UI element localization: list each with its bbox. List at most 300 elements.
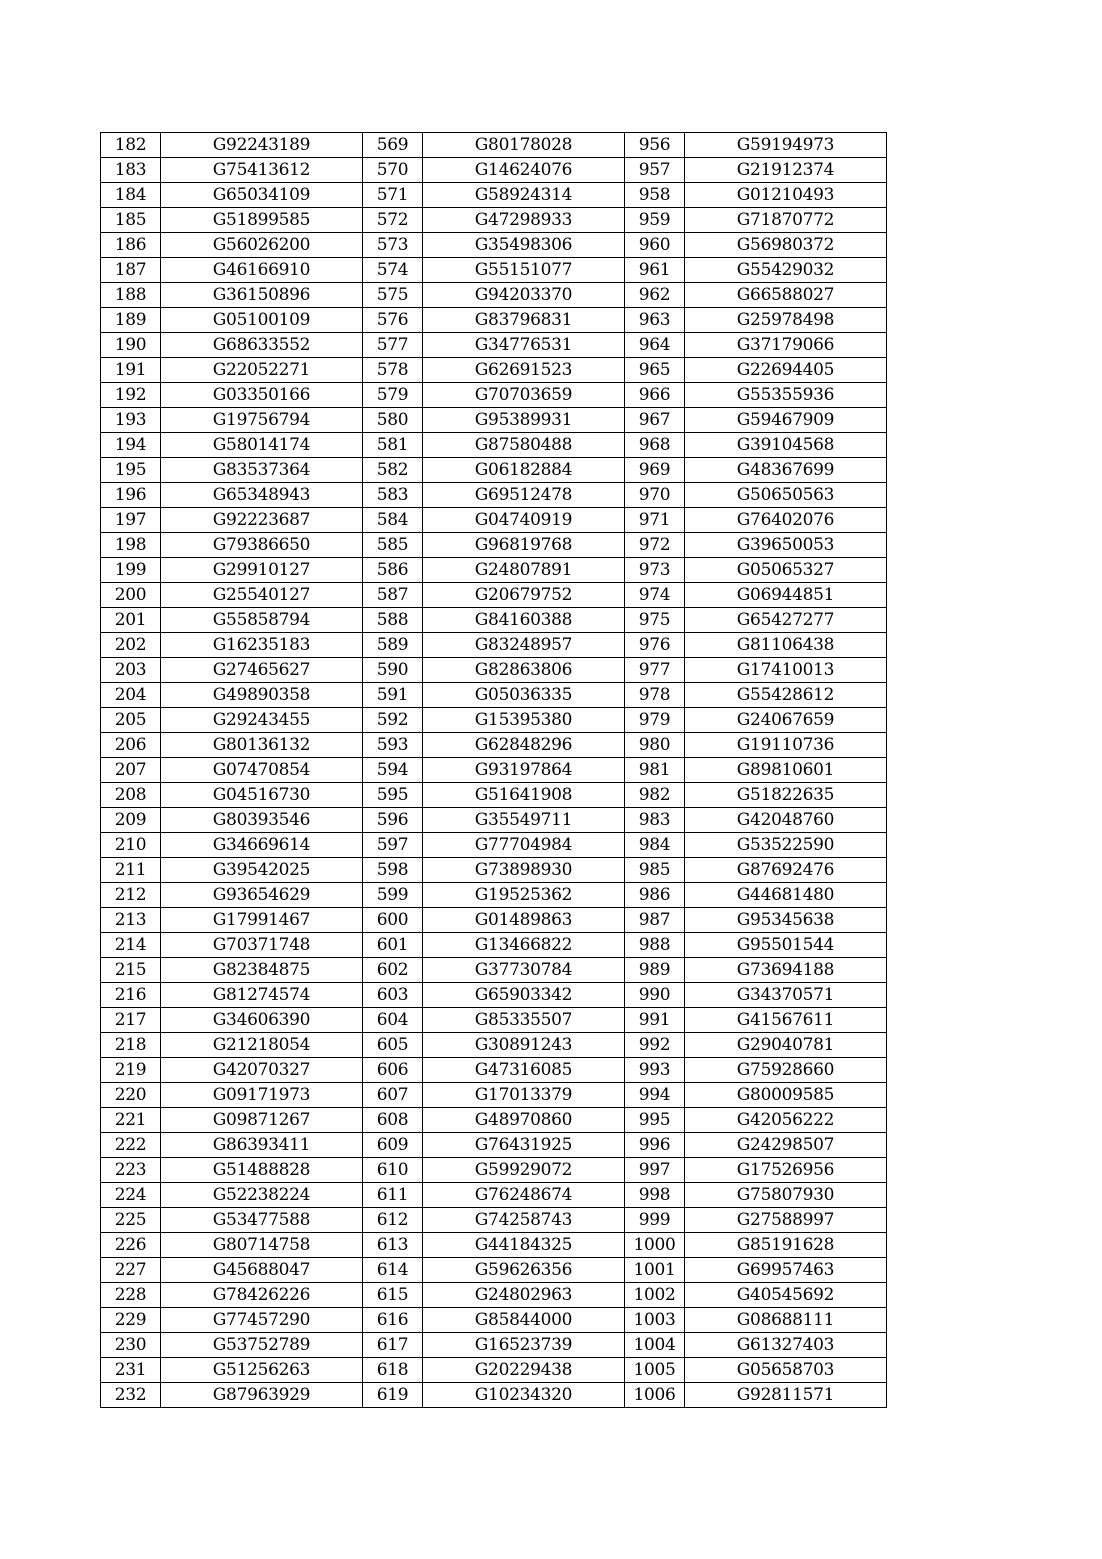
row-number-cell: 1003: [625, 1308, 685, 1333]
row-number-cell: 574: [363, 258, 423, 283]
row-number-cell: 977: [625, 658, 685, 683]
row-number-cell: 571: [363, 183, 423, 208]
code-cell: G79386650: [161, 533, 363, 558]
code-cell: G65034109: [161, 183, 363, 208]
code-cell: G17410013: [685, 658, 887, 683]
row-number-cell: 588: [363, 608, 423, 633]
code-cell: G80714758: [161, 1233, 363, 1258]
code-cell: G76402076: [685, 508, 887, 533]
table-row: [101, 483, 887, 508]
row-number-cell: 200: [101, 583, 161, 608]
row-number-cell: 585: [363, 533, 423, 558]
code-cell: G19756794: [161, 408, 363, 433]
code-cell: G51256263: [161, 1358, 363, 1383]
row-number-cell: 981: [625, 758, 685, 783]
code-cell: G81274574: [161, 983, 363, 1008]
row-number-cell: 974: [625, 583, 685, 608]
code-cell: G93197864: [423, 758, 625, 783]
code-cell: G35498306: [423, 233, 625, 258]
code-cell: G62848296: [423, 733, 625, 758]
row-number-cell: 595: [363, 783, 423, 808]
table-row: [101, 1133, 887, 1158]
code-cell: G73898930: [423, 858, 625, 883]
code-cell: G25540127: [161, 583, 363, 608]
code-cell: G41567611: [685, 1008, 887, 1033]
code-cell: G06182884: [423, 458, 625, 483]
code-cell: G59467909: [685, 408, 887, 433]
code-cell: G59194973: [685, 133, 887, 158]
row-number-cell: 608: [363, 1108, 423, 1133]
table-row: [101, 183, 887, 208]
code-cell: G10234320: [423, 1383, 625, 1408]
table-row: [101, 633, 887, 658]
row-number-cell: 229: [101, 1308, 161, 1333]
row-number-cell: 968: [625, 433, 685, 458]
row-number-cell: 586: [363, 558, 423, 583]
code-cell: G55355936: [685, 383, 887, 408]
code-cell: G94203370: [423, 283, 625, 308]
row-number-cell: 610: [363, 1158, 423, 1183]
code-cell: G56026200: [161, 233, 363, 258]
code-cell: G34776531: [423, 333, 625, 358]
code-cell: G35549711: [423, 808, 625, 833]
code-cell: G93654629: [161, 883, 363, 908]
row-number-cell: 217: [101, 1008, 161, 1033]
code-cell: G46166910: [161, 258, 363, 283]
code-cell: G92811571: [685, 1383, 887, 1408]
row-number-cell: 207: [101, 758, 161, 783]
code-cell: G50650563: [685, 483, 887, 508]
code-cell: G59929072: [423, 1158, 625, 1183]
code-cell: G58014174: [161, 433, 363, 458]
code-cell: G29910127: [161, 558, 363, 583]
code-cell: G05658703: [685, 1358, 887, 1383]
row-number-cell: 224: [101, 1183, 161, 1208]
row-number-cell: 215: [101, 958, 161, 983]
table-row: [101, 258, 887, 283]
table-body: [101, 133, 887, 1408]
code-cell: G47316085: [423, 1058, 625, 1083]
row-number-cell: 591: [363, 683, 423, 708]
code-cell: G80393546: [161, 808, 363, 833]
row-number-cell: 966: [625, 383, 685, 408]
row-number-cell: 1000: [625, 1233, 685, 1258]
row-number-cell: 578: [363, 358, 423, 383]
code-cell: G51899585: [161, 208, 363, 233]
code-cell: G65427277: [685, 608, 887, 633]
row-number-cell: 603: [363, 983, 423, 1008]
code-cell: G65903342: [423, 983, 625, 1008]
table-row: [101, 358, 887, 383]
code-cell: G01489863: [423, 908, 625, 933]
row-number-cell: 956: [625, 133, 685, 158]
row-number-cell: 189: [101, 308, 161, 333]
table-row: [101, 858, 887, 883]
row-number-cell: 1002: [625, 1283, 685, 1308]
table-row: [101, 908, 887, 933]
row-number-cell: 190: [101, 333, 161, 358]
code-cell: G04740919: [423, 508, 625, 533]
code-cell: G80178028: [423, 133, 625, 158]
row-number-cell: 216: [101, 983, 161, 1008]
code-cell: G30891243: [423, 1033, 625, 1058]
table-row: [101, 1108, 887, 1133]
table-row: [101, 233, 887, 258]
code-cell: G37730784: [423, 958, 625, 983]
table-row: [101, 1333, 887, 1358]
row-number-cell: 960: [625, 233, 685, 258]
row-number-cell: 592: [363, 708, 423, 733]
code-cell: G05100109: [161, 308, 363, 333]
row-number-cell: 609: [363, 1133, 423, 1158]
row-number-cell: 997: [625, 1158, 685, 1183]
row-number-cell: 970: [625, 483, 685, 508]
code-cell: G77457290: [161, 1308, 363, 1333]
code-cell: G53477588: [161, 1208, 363, 1233]
row-number-cell: 962: [625, 283, 685, 308]
code-cell: G42048760: [685, 808, 887, 833]
row-number-cell: 611: [363, 1183, 423, 1208]
code-cell: G45688047: [161, 1258, 363, 1283]
row-number-cell: 573: [363, 233, 423, 258]
row-number-cell: 986: [625, 883, 685, 908]
code-cell: G19525362: [423, 883, 625, 908]
row-number-cell: 576: [363, 308, 423, 333]
row-number-cell: 219: [101, 1058, 161, 1083]
code-cell: G25978498: [685, 308, 887, 333]
code-cell: G22052271: [161, 358, 363, 383]
row-number-cell: 570: [363, 158, 423, 183]
row-number-cell: 604: [363, 1008, 423, 1033]
row-number-cell: 958: [625, 183, 685, 208]
code-cell: G77704984: [423, 833, 625, 858]
row-number-cell: 211: [101, 858, 161, 883]
row-number-cell: 197: [101, 508, 161, 533]
row-number-cell: 587: [363, 583, 423, 608]
code-cell: G95501544: [685, 933, 887, 958]
row-number-cell: 961: [625, 258, 685, 283]
code-cell: G76248674: [423, 1183, 625, 1208]
row-number-cell: 988: [625, 933, 685, 958]
table-row: [101, 733, 887, 758]
row-number-cell: 198: [101, 533, 161, 558]
code-cell: G29243455: [161, 708, 363, 733]
row-number-cell: 964: [625, 333, 685, 358]
row-number-cell: 569: [363, 133, 423, 158]
table-row: [101, 958, 887, 983]
code-cell: G49890358: [161, 683, 363, 708]
row-number-cell: 1001: [625, 1258, 685, 1283]
row-number-cell: 185: [101, 208, 161, 233]
code-cell: G84160388: [423, 608, 625, 633]
row-number-cell: 201: [101, 608, 161, 633]
row-number-cell: 963: [625, 308, 685, 333]
row-number-cell: 226: [101, 1233, 161, 1258]
code-cell: G40545692: [685, 1283, 887, 1308]
row-number-cell: 607: [363, 1083, 423, 1108]
row-number-cell: 999: [625, 1208, 685, 1233]
row-number-cell: 206: [101, 733, 161, 758]
code-cell: G37179066: [685, 333, 887, 358]
table-row: [101, 1258, 887, 1283]
table-row: [101, 383, 887, 408]
table-row: [101, 133, 887, 158]
row-number-cell: 599: [363, 883, 423, 908]
code-cell: G20229438: [423, 1358, 625, 1383]
table-row: [101, 658, 887, 683]
code-cell: G87580488: [423, 433, 625, 458]
row-number-cell: 957: [625, 158, 685, 183]
table-row: [101, 1033, 887, 1058]
code-cell: G75413612: [161, 158, 363, 183]
table-row: [101, 983, 887, 1008]
table-row: [101, 208, 887, 233]
table-row: [101, 1058, 887, 1083]
row-number-cell: 196: [101, 483, 161, 508]
code-cell: G34370571: [685, 983, 887, 1008]
row-number-cell: 618: [363, 1358, 423, 1383]
row-number-cell: 187: [101, 258, 161, 283]
code-cell: G47298933: [423, 208, 625, 233]
code-cell: G76431925: [423, 1133, 625, 1158]
code-cell: G70371748: [161, 933, 363, 958]
table-row: [101, 758, 887, 783]
row-number-cell: 213: [101, 908, 161, 933]
code-cell: G44184325: [423, 1233, 625, 1258]
code-cell: G96819768: [423, 533, 625, 558]
table-row: [101, 333, 887, 358]
row-number-cell: 614: [363, 1258, 423, 1283]
row-number-cell: 582: [363, 458, 423, 483]
code-cell: G81106438: [685, 633, 887, 658]
code-cell: G16523739: [423, 1333, 625, 1358]
code-cell: G83248957: [423, 633, 625, 658]
row-number-cell: 602: [363, 958, 423, 983]
row-number-cell: 230: [101, 1333, 161, 1358]
row-number-cell: 984: [625, 833, 685, 858]
row-number-cell: 991: [625, 1008, 685, 1033]
code-cell: G03350166: [161, 383, 363, 408]
code-cell: G70703659: [423, 383, 625, 408]
row-number-cell: 606: [363, 1058, 423, 1083]
table-row: [101, 1083, 887, 1108]
row-number-cell: 572: [363, 208, 423, 233]
code-cell: G42056222: [685, 1108, 887, 1133]
table-row: [101, 833, 887, 858]
table-row: [101, 608, 887, 633]
code-cell: G20679752: [423, 583, 625, 608]
table-row: [101, 1008, 887, 1033]
table-row: [101, 433, 887, 458]
code-cell: G04516730: [161, 783, 363, 808]
row-number-cell: 231: [101, 1358, 161, 1383]
code-cell: G87963929: [161, 1383, 363, 1408]
code-cell: G39542025: [161, 858, 363, 883]
code-cell: G71870772: [685, 208, 887, 233]
row-number-cell: 186: [101, 233, 161, 258]
row-number-cell: 210: [101, 833, 161, 858]
code-cell: G68633552: [161, 333, 363, 358]
code-cell: G65348943: [161, 483, 363, 508]
code-cell: G82863806: [423, 658, 625, 683]
row-number-cell: 980: [625, 733, 685, 758]
row-number-cell: 987: [625, 908, 685, 933]
row-number-cell: 598: [363, 858, 423, 883]
code-cell: G17526956: [685, 1158, 887, 1183]
row-number-cell: 1005: [625, 1358, 685, 1383]
code-cell: G24298507: [685, 1133, 887, 1158]
row-number-cell: 590: [363, 658, 423, 683]
code-cell: G07470854: [161, 758, 363, 783]
table-row: [101, 408, 887, 433]
code-cell: G83537364: [161, 458, 363, 483]
code-cell: G80136132: [161, 733, 363, 758]
row-number-cell: 605: [363, 1033, 423, 1058]
row-number-cell: 985: [625, 858, 685, 883]
code-cell: G22694405: [685, 358, 887, 383]
row-number-cell: 976: [625, 633, 685, 658]
row-number-cell: 965: [625, 358, 685, 383]
table-row: [101, 1183, 887, 1208]
code-cell: G09871267: [161, 1108, 363, 1133]
row-number-cell: 597: [363, 833, 423, 858]
row-number-cell: 994: [625, 1083, 685, 1108]
row-number-cell: 183: [101, 158, 161, 183]
code-cell: G82384875: [161, 958, 363, 983]
row-number-cell: 579: [363, 383, 423, 408]
table-row: [101, 933, 887, 958]
code-cell: G73694188: [685, 958, 887, 983]
row-number-cell: 195: [101, 458, 161, 483]
table-row: [101, 1208, 887, 1233]
code-cell: G48367699: [685, 458, 887, 483]
row-number-cell: 978: [625, 683, 685, 708]
table-row: [101, 558, 887, 583]
code-cell: G24067659: [685, 708, 887, 733]
row-number-cell: 996: [625, 1133, 685, 1158]
row-number-cell: 982: [625, 783, 685, 808]
code-cell: G24807891: [423, 558, 625, 583]
row-number-cell: 228: [101, 1283, 161, 1308]
row-number-cell: 601: [363, 933, 423, 958]
code-cell: G39650053: [685, 533, 887, 558]
row-number-cell: 583: [363, 483, 423, 508]
row-number-cell: 580: [363, 408, 423, 433]
code-cell: G01210493: [685, 183, 887, 208]
row-number-cell: 193: [101, 408, 161, 433]
row-number-cell: 208: [101, 783, 161, 808]
code-cell: G92243189: [161, 133, 363, 158]
row-number-cell: 192: [101, 383, 161, 408]
code-cell: G95345638: [685, 908, 887, 933]
row-number-cell: 600: [363, 908, 423, 933]
code-cell: G13466822: [423, 933, 625, 958]
code-cell: G27588997: [685, 1208, 887, 1233]
code-cell: G34606390: [161, 1008, 363, 1033]
row-number-cell: 959: [625, 208, 685, 233]
code-cell: G15395380: [423, 708, 625, 733]
row-number-cell: 581: [363, 433, 423, 458]
row-number-cell: 182: [101, 133, 161, 158]
code-cell: G29040781: [685, 1033, 887, 1058]
code-cell: G78426226: [161, 1283, 363, 1308]
row-number-cell: 594: [363, 758, 423, 783]
row-number-cell: 973: [625, 558, 685, 583]
code-cell: G05036335: [423, 683, 625, 708]
row-number-cell: 214: [101, 933, 161, 958]
table-row: [101, 1283, 887, 1308]
row-number-cell: 612: [363, 1208, 423, 1233]
code-cell: G51641908: [423, 783, 625, 808]
row-number-cell: 205: [101, 708, 161, 733]
code-cell: G85335507: [423, 1008, 625, 1033]
code-cell: G87692476: [685, 858, 887, 883]
row-number-cell: 221: [101, 1108, 161, 1133]
table-row: [101, 508, 887, 533]
code-cell: G53522590: [685, 833, 887, 858]
code-cell: G27465627: [161, 658, 363, 683]
row-number-cell: 995: [625, 1108, 685, 1133]
code-cell: G09171973: [161, 1083, 363, 1108]
table-row: [101, 458, 887, 483]
row-number-cell: 975: [625, 608, 685, 633]
row-number-cell: 188: [101, 283, 161, 308]
row-number-cell: 225: [101, 1208, 161, 1233]
row-number-cell: 613: [363, 1233, 423, 1258]
code-cell: G59626356: [423, 1258, 625, 1283]
row-number-cell: 589: [363, 633, 423, 658]
code-cell: G21912374: [685, 158, 887, 183]
row-number-cell: 584: [363, 508, 423, 533]
code-cell: G44681480: [685, 883, 887, 908]
code-cell: G52238224: [161, 1183, 363, 1208]
code-cell: G39104568: [685, 433, 887, 458]
code-cell: G24802963: [423, 1283, 625, 1308]
row-number-cell: 1004: [625, 1333, 685, 1358]
row-number-cell: 617: [363, 1333, 423, 1358]
code-cell: G21218054: [161, 1033, 363, 1058]
code-cell: G06944851: [685, 583, 887, 608]
code-cell: G36150896: [161, 283, 363, 308]
row-number-cell: 223: [101, 1158, 161, 1183]
code-cell: G85191628: [685, 1233, 887, 1258]
code-cell: G74258743: [423, 1208, 625, 1233]
row-number-cell: 222: [101, 1133, 161, 1158]
row-number-cell: 983: [625, 808, 685, 833]
row-number-cell: 990: [625, 983, 685, 1008]
row-number-cell: 989: [625, 958, 685, 983]
code-cell: G17013379: [423, 1083, 625, 1108]
table-row: [101, 1383, 887, 1408]
row-number-cell: 209: [101, 808, 161, 833]
code-cell: G53752789: [161, 1333, 363, 1358]
table-row: [101, 533, 887, 558]
row-number-cell: 575: [363, 283, 423, 308]
code-cell: G34669614: [161, 833, 363, 858]
code-cell: G51822635: [685, 783, 887, 808]
table-row: [101, 1233, 887, 1258]
row-number-cell: 969: [625, 458, 685, 483]
code-cell: G55428612: [685, 683, 887, 708]
code-cell: G14624076: [423, 158, 625, 183]
code-cell: G61327403: [685, 1333, 887, 1358]
code-cell: G83796831: [423, 308, 625, 333]
code-cell: G56980372: [685, 233, 887, 258]
table-row: [101, 1308, 887, 1333]
row-number-cell: 972: [625, 533, 685, 558]
code-cell: G51488828: [161, 1158, 363, 1183]
row-number-cell: 992: [625, 1033, 685, 1058]
